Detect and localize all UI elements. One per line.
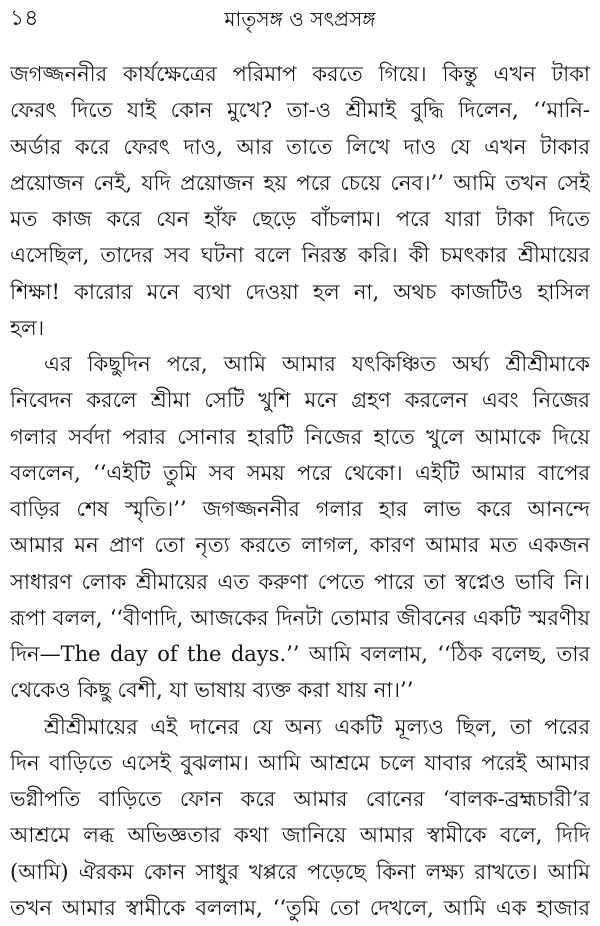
text-line: আশ্রমে লব্ধ অভিজ্ঞতার কথা জানিয়ে আমার স্বামীকে বলে, দিদি [10,823,590,848]
text-line: থেকেও কিছু বেশী, যা ভাষায় ব্যক্ত করা যায় না।’’ [10,678,414,703]
text-line: দিন বাড়িতে এসেই বুঝলাম। আমি আশ্রমে চলে যাবার পরেই আমার [10,750,590,775]
text-line: নিবেদন করলে শ্রীমা সেটি খুশি মনে গ্রহণ করলেন এবং নিজের [10,388,590,413]
text-line: অর্ডার করে ফেরৎ দাও, আর তাতে লিখে দাও যে এখন টাকার [10,134,590,159]
text-line: তখন আমার স্বামীকে বললাম, ‘‘তুমি তো দেখলে, আমি এক হাজার [10,895,590,920]
text-line: মত কাজ করে যেন হাঁফ ছেড়ে বাঁচলাম। পরে যারা টাকা দিতে [10,207,590,231]
body-text [10,56,590,926]
text-line: গলার সর্বদা পরার সোনার হারটি নিজের হাতে খুলে আমাকে দিয়ে [10,424,590,449]
text-line: হল। [10,315,45,340]
text-line: প্রয়োজন নেই, যদি প্রয়োজন হয় পরে চেয়ে নেব।’’ আমি তখন সেই [10,170,590,195]
text-line: ফেরৎ দিতে যাই কোন মুখে? তা-ও শ্রীমাই বুদ্ধি দিলেন, ‘‘মানি- [10,98,590,123]
text-line: আমার মন প্রাণ তো নৃত্য করতে লাগল, কারণ আমার মত একজন [10,533,590,558]
page-number: ১৪ [10,6,39,31]
text-line: এসেছিল, তাদের সব ঘটনা বলে নিরস্ত করি। কী চমৎকার শ্রীমায়ের [10,243,590,268]
running-title: মাতৃসঙ্গ ও সৎপ্রসঙ্গ [224,7,376,31]
paragraph-first-line: এর কিছুদিন পরে, আমি আমার যৎকিঞ্চিত অর্ঘ্য শ্রীশ্রীমাকে [44,352,590,376]
text-line: শিক্ষা! কারোর মনে ব্যথা দেওয়া হল না, অথচ কাজটিও হাসিল [10,279,590,304]
text-line: জগজ্জননীর কার্যক্ষেত্রের পরিমাপ করতে গিয়ে। কিন্তু এখন টাকা [10,62,590,86]
text-line: ভগ্নীপতি বাড়িতে ফোন করে আমার বোনের ‘বালক-ব্রহ্মচারী’র [10,787,590,811]
text-line: রূপা বলল, ‘‘বীণাদি, আজকের দিনটা তোমার জীবনের একটি স্মরণীয় [10,605,590,630]
text-line: বললেন, ‘‘এইটি তুমি সব সময় পরে থেকো। এইটি আমার বাপের [10,460,590,485]
paragraph-first-line: শ্রীশ্রীমায়ের এই দানের যে অন্য একটি মূল্যও ছিল, তা পরের [44,714,590,739]
page-header [8,2,592,36]
text-line: বাড়ির শেষ স্মৃতি।’’ জগজ্জননীর গলার হার লাভ করে আনন্দে [10,497,590,521]
text-line: দিন—The day of the days.’’ আমি বললাম, ‘‘ঠিক বলেছ, তার [10,642,590,666]
text-line: সাধারণ লোক শ্রীমায়ের এত করুণা পেতে পারে তা স্বপ্নেও ভাবি নি। [10,569,590,594]
text-line: (আমি) ঐরকম কোন সাধুর খপ্পরে পড়েছে কিনা লক্ষ্য রাখতে। আমি [10,859,590,884]
